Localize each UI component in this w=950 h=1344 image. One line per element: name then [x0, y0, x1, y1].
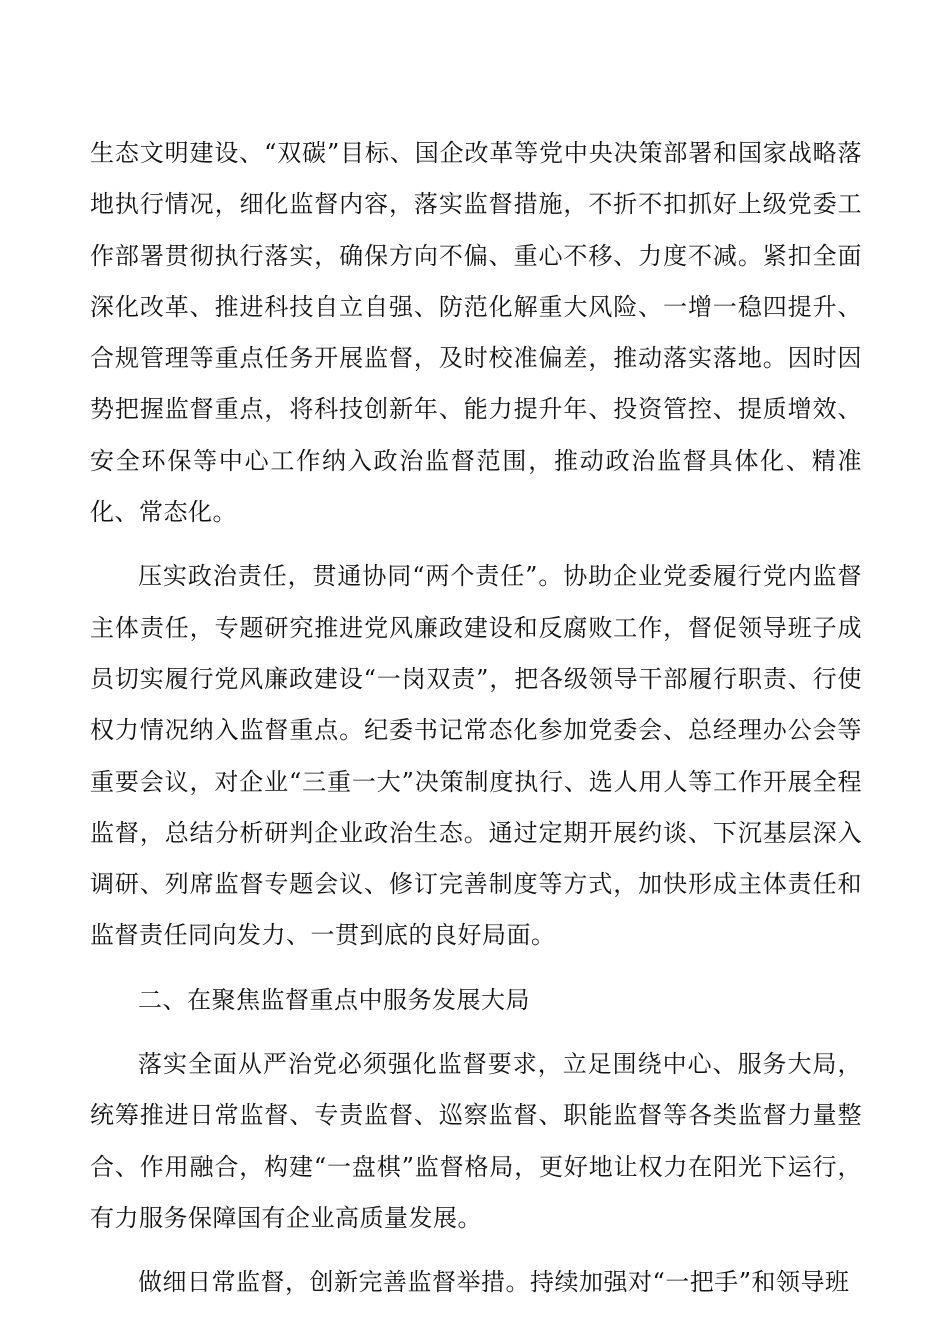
- document-body: [90, 128, 862, 1309]
- paragraph-supervision-integration: 落实全面从严治党必须强化监督要求，立足围绕中心、服务大局，统筹推进日常监督、专责监督、巡察监督、职能监督等各类监督力量整合、作用融合，构建“一盘棋”监督格局，更好地让权力在阳光下运行，有力服务保障国有企业高质量发展。: [90, 1050, 862, 1232]
- section-heading-2: 二、在聚焦监督重点中服务发展大局: [138, 985, 530, 1014]
- paragraph-two-responsibilities: 压实政治责任，贯通协同“两个责任”。协助企业党委履行党内监督主体责任，专题研究推进党风廉政建设和反腐败工作，督促领导班子成员切实履行党风廉政建设“一岗双责”，把各级领导干部履行职责、行使权力情况纳入监督重点。纪委书记常态化参加党委会、总经理办公会等重要会议，对企业“三重一大”决策制度执行、选人用人等工作开展全程监督，总结分析研判企业政治生态。通过定期开展约谈、下沉基层深入调研、列席监督专题会议、修订完善制度等方式，加快形成主体责任和监督责任同向发力、一贯到底的良好局面。: [90, 562, 862, 950]
- paragraph-political-supervision-continued: 生态文明建设、“双碳”目标、国企改革等党中央决策部署和国家战略落地执行情况，细化监督内容，落实监督措施，不折不扣抓好上级党委工作部署贯彻执行落实，确保方向不偏、重心不移、力度不减。紧扣全面深化改革、推进科技自立自强、防范化解重大风险、一增一稳四提升、合规管理等重点任务开展监督，及时校准偏差，推动落实落地。因时因势把握监督重点，将科技创新年、能力提升年、投资管控、提质增效、安全环保等中心工作纳入政治监督范围，推动政治监督具体化、精准化、常态化。: [90, 139, 862, 527]
- paragraph-daily-supervision: 做细日常监督，创新完善监督举措。持续加强对“一把手”和领导班: [138, 1268, 850, 1297]
